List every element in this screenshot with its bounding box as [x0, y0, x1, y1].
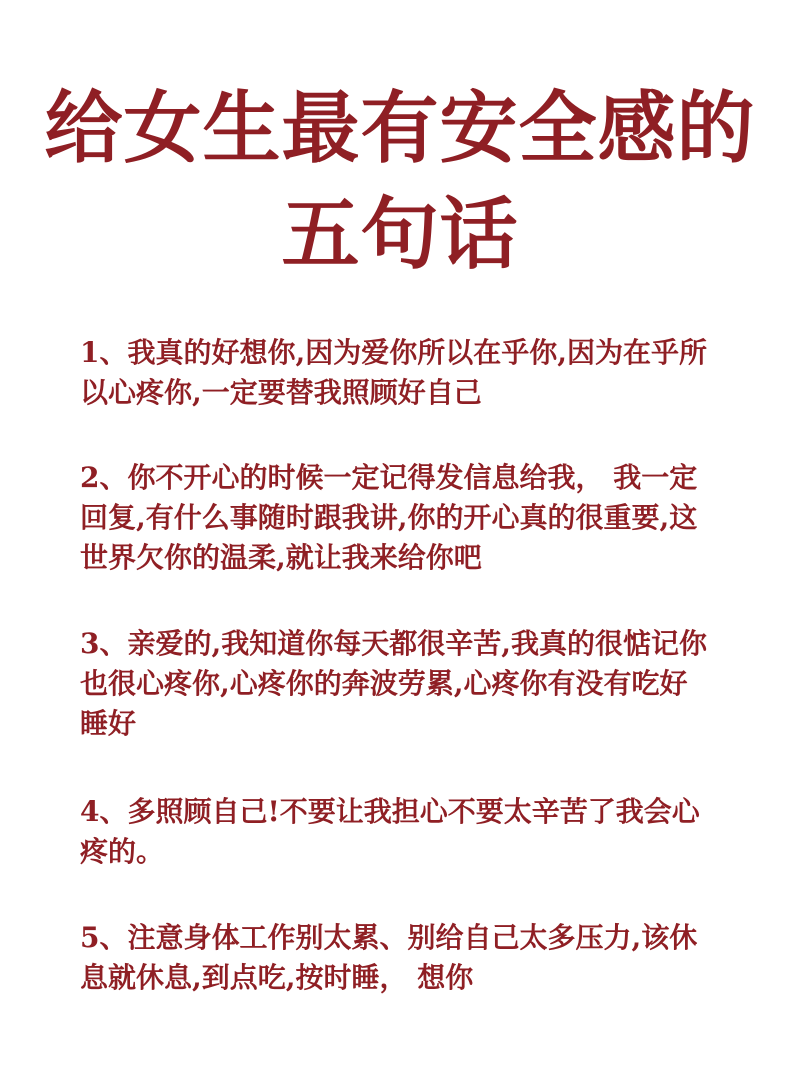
list-item-3-line-1: 3、亲爱的,我知道你每天都很辛苦,我真的很惦记你	[80, 627, 707, 660]
list-item-4-line-2: 疼的。	[80, 835, 165, 868]
page-title-line-2: 五句话	[281, 189, 519, 280]
list-item-1	[80, 333, 730, 413]
list-item-1-line-1: 1、我真的好想你,因为爱你所以在乎你,因为在乎所	[80, 336, 707, 369]
list-item-2-line-1: 2、你不开心的时候一定记得发信息给我， 我一定	[80, 461, 698, 494]
list-item-3	[80, 624, 730, 744]
list-item-2-line-2: 回复,有什么事随时跟我讲,你的开心真的很重要,这	[80, 501, 698, 534]
list-item-4	[80, 792, 730, 872]
list-item-5	[80, 918, 730, 998]
list-item-1-line-2: 以心疼你,一定要替我照顾好自己	[80, 376, 482, 409]
list-item-5-line-2: 息就休息,到点吃,按时睡， 想你	[80, 961, 474, 994]
list-item-2-line-3: 世界欠你的温柔,就让我来给你吧	[80, 541, 482, 574]
list-item-3-line-3: 睡好	[80, 707, 137, 740]
list-item-4-line-1: 4、多照顾自己!不要让我担心不要太辛苦了我会心	[80, 795, 700, 828]
list-item-5-line-1: 5、注意身体工作别太累、别给自己太多压力,该休	[80, 921, 698, 954]
list-item-2	[80, 458, 730, 578]
page-title-line-1: 给女生最有安全感的	[44, 83, 756, 174]
list-item-3-line-2: 也很心疼你,心疼你的奔波劳累,心疼你有没有吃好	[80, 667, 688, 700]
